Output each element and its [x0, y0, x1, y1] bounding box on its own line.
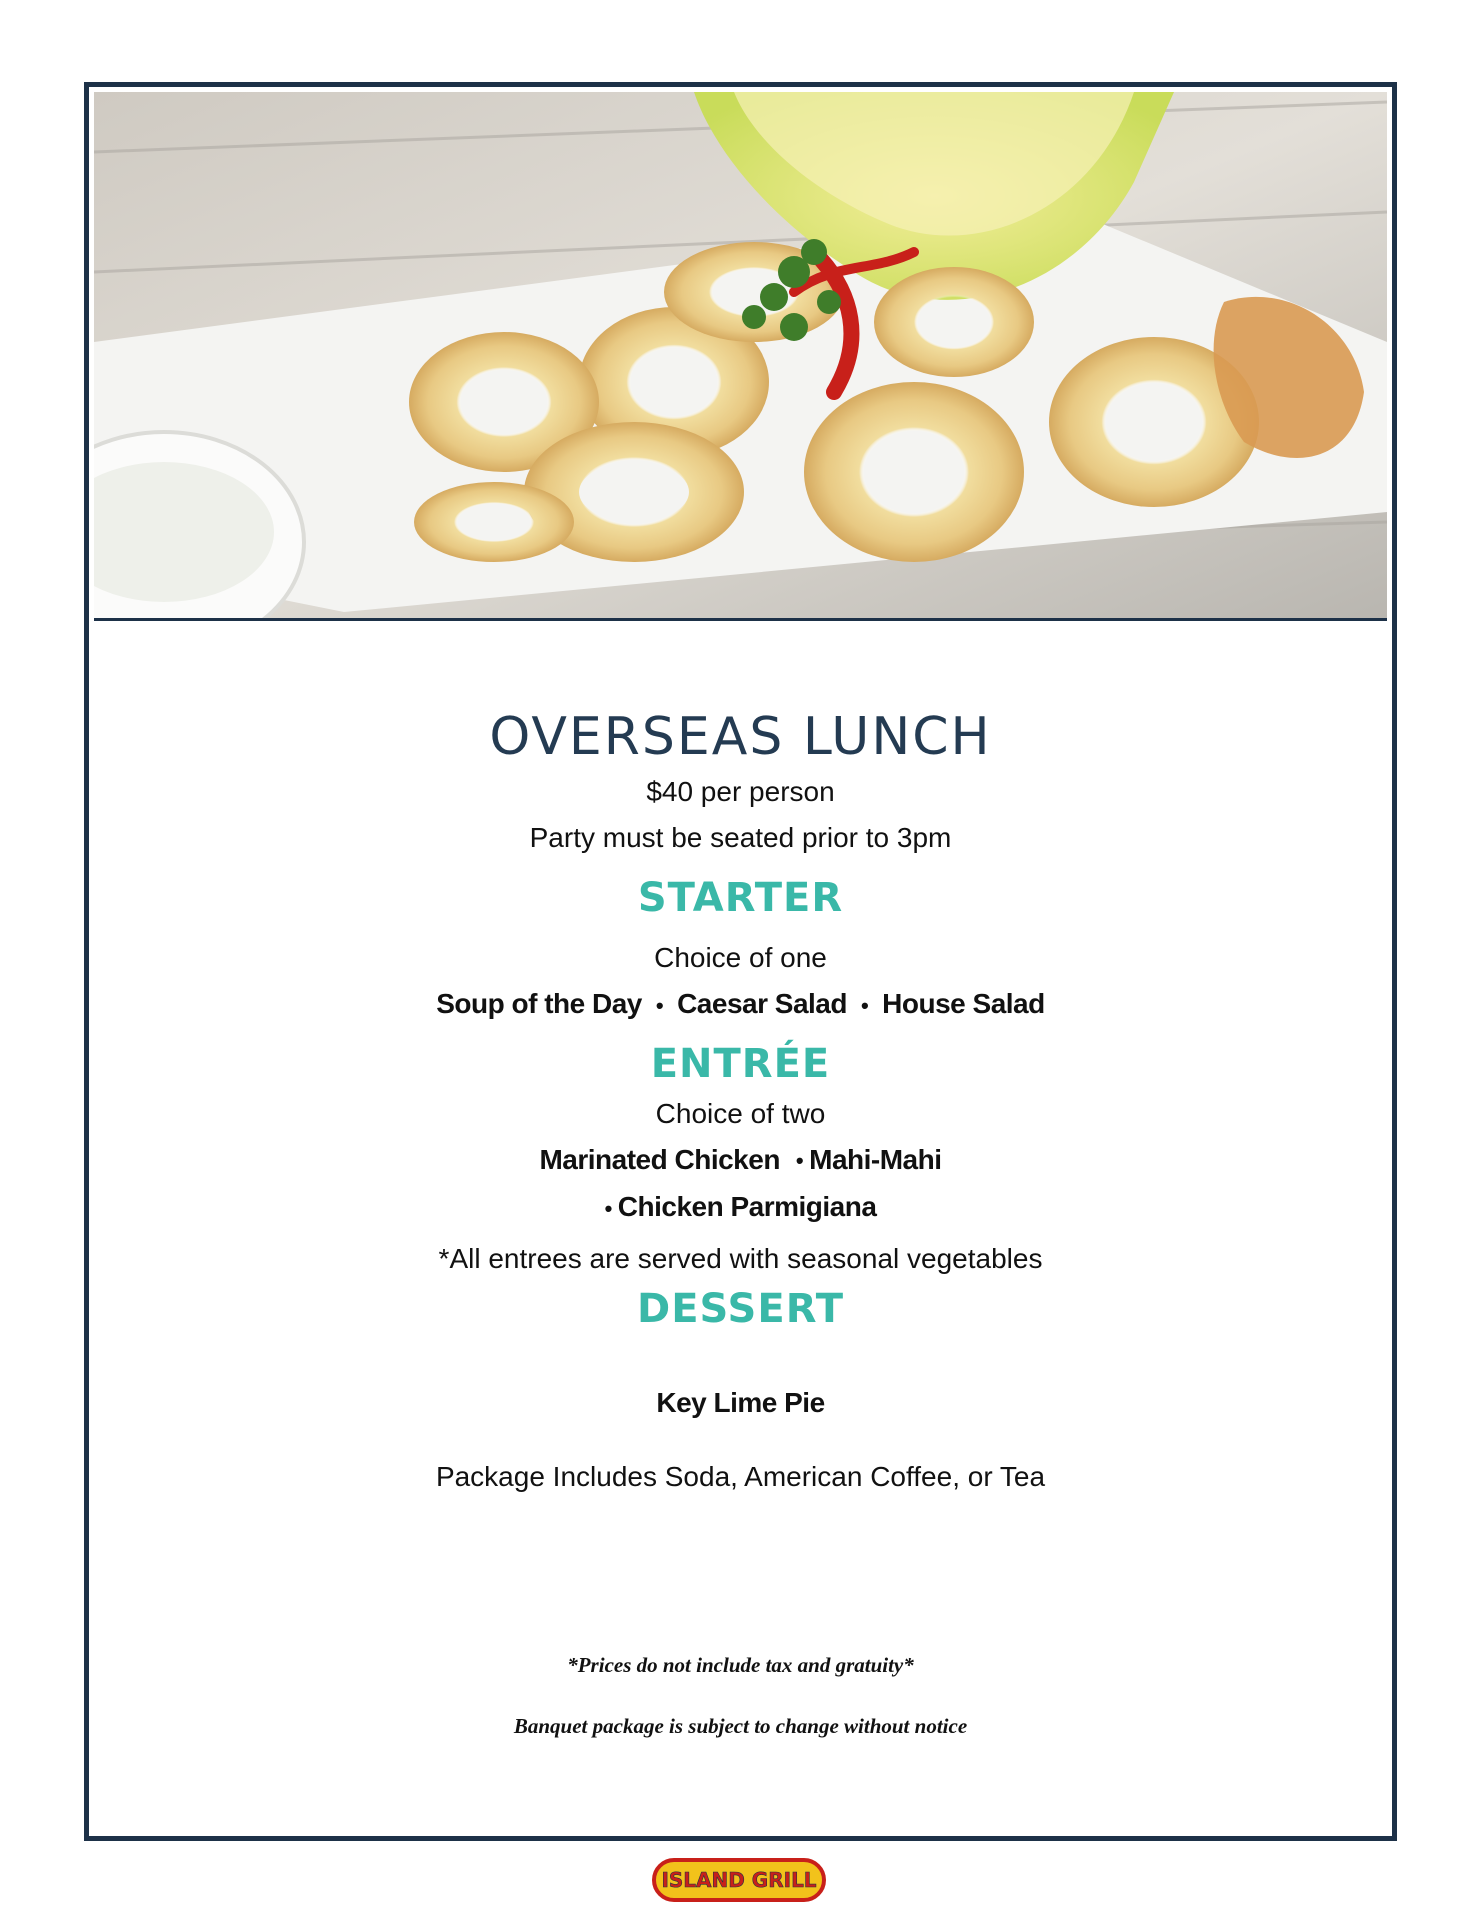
entree-item-chicken: Marinated Chicken — [539, 1143, 780, 1175]
entree-heading: ENTRÉE — [650, 1040, 831, 1087]
island-grill-logo — [652, 1858, 826, 1902]
starter-item-caesar: Caesar Salad — [677, 988, 847, 1019]
starter-item-house: House Salad — [882, 988, 1045, 1019]
menu-title: OVERSEAS LUNCH — [489, 707, 992, 767]
calamari-image — [94, 92, 1387, 618]
starter-item-soup: Soup of the Day — [436, 988, 642, 1019]
package-note: Package Includes Soda, American Coffee, or Tea — [435, 1460, 1046, 1492]
starter-heading: STARTER — [637, 875, 844, 921]
bullet-icon: • — [655, 992, 664, 1018]
entree-item-mahi: Mahi-Mahi — [809, 1143, 942, 1175]
svg-text:ISLAND GRILL: ISLAND GRILL — [661, 1868, 817, 1892]
entree-note: *All entrees are served with seasonal vegetables — [438, 1242, 1043, 1274]
starter-choice: Choice of one — [654, 942, 827, 973]
entree-item-parmigiana: Chicken Parmigiana — [617, 1191, 877, 1223]
prices-footnote: *Prices do not include tax and gratuity* — [567, 1652, 914, 1677]
bullet-icon: • — [795, 1148, 804, 1174]
dessert-item: Key Lime Pie — [656, 1386, 825, 1418]
seating-note: Party must be seated prior to 3pm — [529, 822, 952, 853]
starter-items — [89, 981, 1392, 1029]
calamari-photo — [94, 92, 1387, 621]
change-footnote: Banquet package is subject to change without notice — [513, 1713, 968, 1738]
dessert-heading: DESSERT — [637, 1285, 844, 1332]
bullet-icon: • — [604, 1195, 612, 1221]
menu-price: $40 per person — [646, 776, 835, 807]
bullet-icon: • — [860, 992, 869, 1018]
menu-frame — [84, 82, 1397, 1841]
entree-items-row-1 — [89, 1137, 1392, 1185]
menu-content — [89, 705, 1392, 1741]
entree-items-row-2 — [89, 1184, 1392, 1232]
entree-choice: Choice of two — [655, 1097, 826, 1129]
